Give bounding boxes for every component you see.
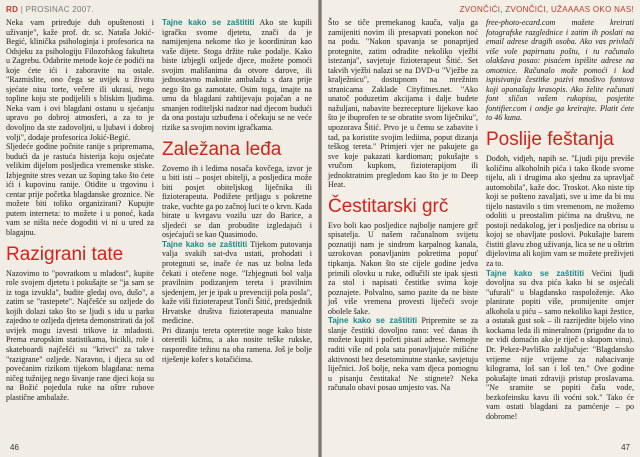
paragraph: Pri dizanju tereta opteretite noge kako biste oteretili kičmu, a ako nosite teške rukske, rasporedite težinu na oba ramena. Još je bolje riješenje kofer s kotačićima.: [162, 325, 312, 364]
paragraph: Nazovimo to "povratkom u mladost", kupite role svojem djetetu i pokušajte se "ja sam se iz toga izvukla", budite gledaj ovo, dušo", a zatim se "rastepete". Najčešće su ozljede do kojih dolazi tako što se ljudi s idu u parku zajedno te ozljeda djeteta demonstrirati da još uvijek mogu izvesti trikove iz mladosti. Prema europskim statistikama, bicikli, role i skateboardi najčešći su "krivci" za takve "razigrane" ozljede. Naravno, i djeca su od povećanim rizikom tijekom blagdana: nema ničeg tužnijeg nego šivanje rane djeci koja su na Božić pojedula ruke na oštre rubove plastične ambalaže.: [6, 268, 154, 402]
section-heading: Čestitarski grč: [328, 195, 449, 217]
left-column-1: [6, 18, 154, 402]
section-heading: Poslije feštanja: [486, 129, 614, 151]
paragraph: Većini ljudi dovoljna su dva pića kako bi se osjećali "ufurali" u blagdansko raspoloženje. Ako planirate popiti više, promijenite omjer alkohola u piću – samo nekoliko kapi žestice, a ostatak gust sok – ili razrijedite bijelo vino kockama leda ili mineralnom (prigodne da to ne vidi domaćin ako je riječ o skupom vinu). Dr. Pekez-Pavliško zaključuje: "Blagdansko vrijeme nije vrijeme za nabacivanje kilograma, loš san i loš ten." Ove godine pokušajte imati zdraviji pristup proslavama. "Ne sramite se popiti čašu vode, bezkofeinsku kavu ili voćni sok." Tako će vam ostati blagdani za pamćenje – po dobrome!: [486, 268, 634, 421]
paragraph: Neka vam priređuje duh opuštenosti i uživanje", kaže prof. dr. sc. Nataša Jokić-Begić, klinička psihologinja i profesorica na Odsjeku za psihologiju Filozofskog fakulteta u Zagrebu. Odabrite metode koje će podići na koje ćete ići i zaboravite na ostale. "Razmislite, ono čega se uvijek u životu sjećate nisu torte, večere ili ukrasi, nego topline koju ste podijelili s bliskim ljudima. Neka vam i ovi blagdani ostanu u sjećanju upravo po dobroj atmosferi, a za to je dovoljno da ste zadovoljni, u ljubavi i dobroj volji", dodaje profesorica Jokić-Begić.: [6, 18, 154, 142]
right-page: [322, 0, 640, 457]
left-column-2: [162, 18, 312, 364]
page-number: 47: [621, 443, 630, 452]
paragraph: Dođoh, vidjeh, napih se. "Ljudi piju previše količinu alkoholnih pića i tako škode svome tijelu, ali i drugima ako sjednu za upravljač automobila", kaže doc. Troskot. Ako niste tip koji se pošteno zavaljati, sve u ime da bi mu tijelo nastavilo s tim vremenom, ne možemo odoliti u preostalim pićima na društvu, ne postoji nedakolog, jer i posljedice na obrisu u kojoj se obavljate poslovi. Pokušajte barem čistiti glavu zbog uživanja, lica se ne u oštrim dijelovima ali kojim vam se možete preživjeti za to.: [486, 154, 634, 269]
paragraph: Pripremite se za slanje čestitki dovoljno rano: već danas ih možete kupiti i početi pisati adrese. Nemojte raditi više od pola sata ponavljajuće mišićne aktivnosti bez desetominutne stanke, savjetuju liječnici. Još bolje, neka vam djeca pomognu u pisanju čestitaka! Ne stignete? Neka računalo obavi posao umjesto vas. Na: [328, 316, 479, 393]
tip-lead: Tajne kako se zaštititi: [162, 239, 248, 249]
section-heading: Zaležana leđa: [162, 138, 282, 160]
paragraph: Evo boli kao posljedice najbolje namjere grč spisatelja. U našem računalnom svijetu poznatiji nam je sindrom karpalnog kanala, uzrokovan ponavljanim pokretima popuť tipkanja. Nakon što ste cijele godine jedva primili olovku u ruke, odlučili ste ipak sjesti za stol i napisati čestitke svima koje poznajete. Polvalno, samo pazite da ne biste još više vremena provesti liječeći svoje obolele šake.: [328, 220, 478, 316]
tip-lead: Tajne kako se zaštititi: [486, 268, 585, 278]
right-column-1: [328, 18, 478, 393]
right-column-2: [486, 18, 634, 421]
section-label: RD: [6, 5, 19, 14]
paragraph: Što se tiče premekanog kauča, valja ga zamijeniti novim ili presapvati ponekon noć na podu. "Nakon spavanja se ponaprijed protegnite, zatim odradite nekoliko vježbi istezanja", savjetuje fizioterapeut Šitić. Set takvih vježbi nalazi se na DVD-u "Vježbe za kralježnicu", dostupnom na mrežnim stranicama Zaklade Cityfitnes.net. "Ako unatoč poduzetim akcijama i dalje budete nažuljani, nabavite bezrecepture lijekove kao što je ibuprofen te se obratite svom liječniku", upozorava Šitić. Prvo je u čemu se zabavite i tad, pa koristite svojim lediima, poput dizanja teškog tereta." Primjeri vjer ne pakujete ga sve koje pakazati kardioman; pokušajte s vručom kupkom, fizioterapijom ili jednoktratnim pregledom kao što je to Deep Heat.: [328, 18, 478, 190]
paragraph: Tijekom putovanja valja svakih sat-dva ustati, prohodati i protegnuti se, inače će nas uz bolna leđa čekati i otečene noge. "Izbjegnuti bol valja pravilnim podizanjem tereta i pravilnim sjedenjem, jer je ipak u prevenciji pola posla", kaže viši fizioterapeut Tonči Šitić, predsjednik Hrvatske društva fizioterapeuta manualne medicine.: [162, 239, 312, 326]
tip-lead: Tajne kako se zaštititi: [328, 316, 418, 326]
issue-date: PROSINAC 2007.: [25, 5, 94, 14]
paragraph: Sljedeće godine počnite ranije s pripremama, budući da je rastuća histerija koju osjećate velikim dijelom posljedica vremenske stiske. Izbjegnite stres vezan uz šoping tako što ćete ići i kupovinu ranije. Otiđite u trgovinu i centar prije početka blagdanske groznice. Ne možete biti toliko organizirani? Kupujte putem interneta: to možete i u ponoć, kada vam se ništa neće dogoditi vi ni u ured za blagajnu.: [6, 142, 154, 238]
paragraph: Zovemo ih i ledima nosača kovčega, izvor je u biti isti – posjet obitelji, a posljedica može biti posjet obiteljskog liječnika ili fizioterapeuta. Podižete prtljagu s pokretne trake, vuchte ga po začnoj luci te o krvn. Kada birate u kvrgavu vozilu uzr do Barice, a sljedeći se dan probudite izgledajući i osjećajući se kao Quasimodo.: [162, 163, 312, 240]
left-page-header: RD | PROSINAC 2007.: [6, 5, 94, 14]
tip-lead: Tajne kako se zaštititi: [162, 18, 255, 27]
right-page-header: ZVONČIĆI, ZVONČIĆI, UŽAAAAS OKO NAS!: [459, 5, 634, 14]
page-number: 46: [10, 443, 19, 452]
paragraph: free-photo-ecard.com možete kreirati fotografske razglednice i zatim ih poslati na email adrese dragih osoba. Ako vas privlači više vole papirnatu poštu, i tu računalo olakšava posao: pisaćem ispišite adrese na omotnice. Računalo može pomoći i kod ispisivanja čestitke pozivi mnoštvo fontova koji oponašaju krasopis. Ako želite računati font sličan vašem rukopisu, posjetite fontifier.com i ondje ga kreirajte. Platit ćete to 46 kuna.: [486, 18, 634, 123]
section-heading: Razigrani tate: [6, 243, 124, 265]
paragraph: Ako ste kupili igračku svome djetetu, znači da je namijenjena nekome tko je koordiniran kao vaše dijete. Stoga držite ruke podalje. Kako biste izbjegli ozljede djece, možete pomoći svojim mališanima da otvore darove, ili jednostavno maknite ambalažu s dara prije nego što ga zamotate. Osim toga, imajte na umu da blagdani zahtijevaju pojačan a ne smanjen roditeljski nadzor nad djecom budući da ona postaju uzbuđena i očekuju se ne veće rizike sa svojim novim igračkama.: [162, 18, 312, 133]
left-page: [0, 0, 318, 457]
